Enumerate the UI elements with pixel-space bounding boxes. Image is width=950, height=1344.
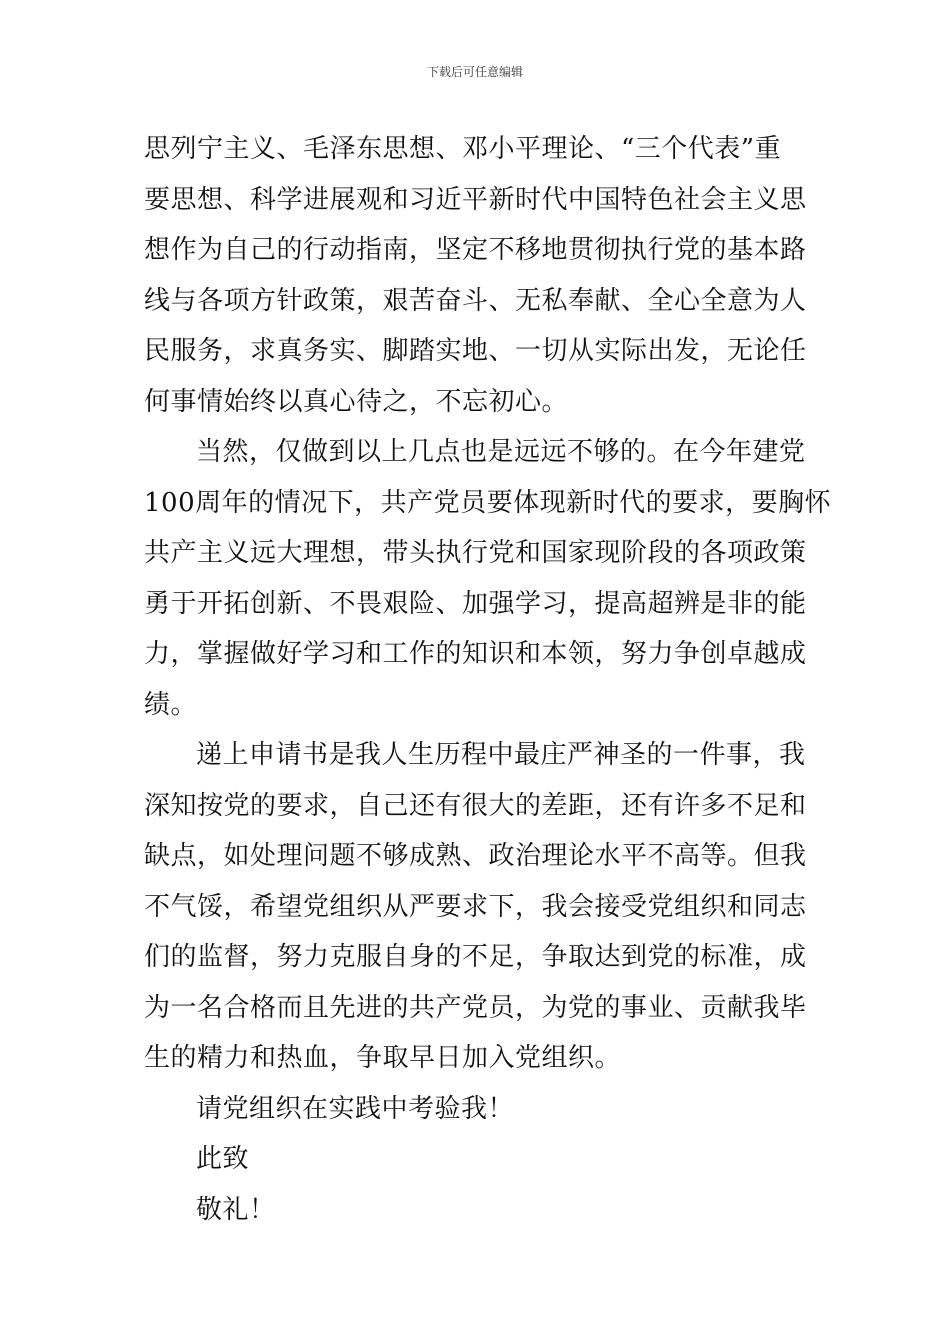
page-header: 下载后可任意编辑 — [426, 65, 523, 79]
paragraph-3-line: 递上申请书是我人生历程中最庄严神圣的一件事，我 — [196, 740, 806, 770]
paragraph-3-line: 不气馁，希望党组织从严要求下，我会接受党组织和同志 — [144, 891, 807, 922]
paragraph-2-line: 当然，仅做到以上几点也是远远不够的。在今年建党 — [196, 437, 806, 467]
closing-request: 请党组织在实践中考验我！ — [196, 1093, 515, 1124]
paragraph-3-line: 缺点，如处理问题不够成熟、政治理论水平不高等。但我 — [144, 841, 807, 871]
closing-salutation: 此致 — [196, 1144, 250, 1174]
paragraph-2-line: 100周年的情况下，共产党员要体现新时代的要求，要胸怀 — [144, 487, 832, 518]
paragraph-3-line: 们的监督，努力克服自身的不足，争取达到党的标准，成 — [144, 942, 807, 972]
paragraph-3-line: 为一名合格而且先进的共产党员，为党的事业、贡献我毕 — [144, 992, 807, 1023]
paragraph-1-line: 何事情始终以真心待之，不忘初心。 — [144, 386, 569, 417]
paragraph-1-line: 要思想、科学进展观和习近平新时代中国特色社会主义思 — [144, 184, 807, 215]
paragraph-2-line: 勇于开拓创新、不畏艰险、加强学习，提高超辨是非的能 — [144, 588, 807, 619]
paragraph-1-line: 想作为自己的行动指南，坚定不移地贯彻执行党的基本路 — [144, 235, 807, 265]
paragraph-2-line: 力，掌握做好学习和工作的知识和本领，努力争创卓越成 — [144, 639, 807, 669]
paragraph-2-line: 绩。 — [144, 689, 198, 720]
closing-regards: 敬礼！ — [196, 1194, 276, 1225]
paragraph-1-line: 民服务，求真务实、脚踏实地、一切从实际出发，无论任 — [144, 336, 807, 366]
paragraph-1-line: 思列宁主义、毛泽东思想、邓小平理论、“三个代表”重 — [144, 134, 782, 164]
paragraph-3-line: 深知按党的要求，自己还有很大的差距，还有许多不足和 — [144, 790, 807, 821]
paragraph-3-line: 生的精力和热血，争取早日加入党组织。 — [144, 1043, 622, 1073]
paragraph-1-line: 线与各项方针政策，艰苦奋斗、无私奉献、全心全意为人 — [144, 285, 807, 316]
document-body — [144, 124, 832, 1235]
paragraph-2-line: 共产主义远大理想，带头执行党和国家现阶段的各项政策 — [144, 538, 807, 568]
